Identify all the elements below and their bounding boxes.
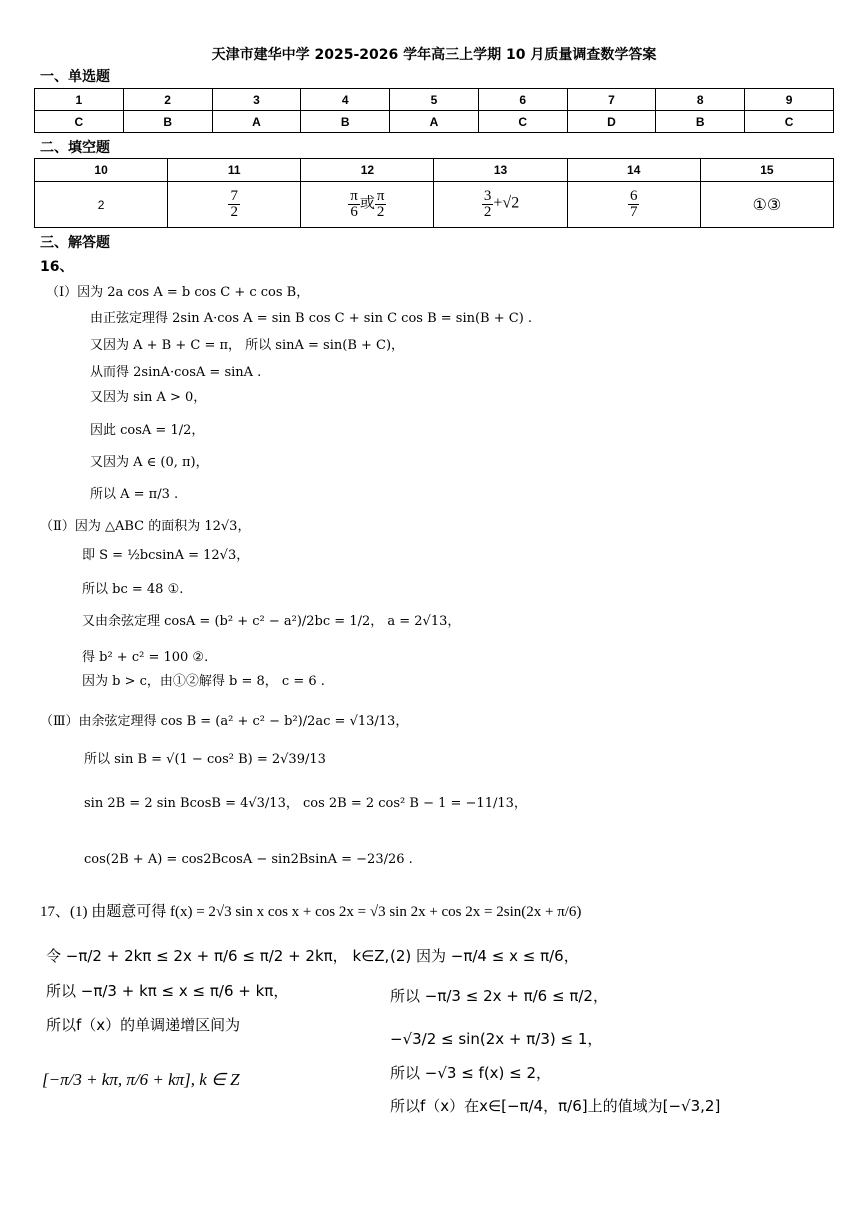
choice-header-6: 7 [567,89,656,111]
q16-p2-line: 因为 b > c，由①②解得 b = 8， c = 6 . [82,674,325,689]
fill-header-0: 10 [35,159,168,182]
q17-right-line: 所以 −π/3 ≤ 2x + π/6 ≤ π/2， [390,987,608,1005]
q16-p1-line: 又因为 A ∈ (0, π)， [90,455,209,470]
choice-header-2: 3 [212,89,301,111]
choice-answer-8: C [745,111,834,133]
choice-answer-5: C [478,111,567,133]
fill-header-2: 12 [301,159,434,182]
fill-header-1: 11 [168,159,301,182]
choice-header-7: 8 [656,89,745,111]
q16-p3-line: cos(2B + A) = cos2BcosA − sin2BsinA = −23/26 . [84,852,413,867]
page-title: 天津市建华中学 2025-2026 学年高三上学期 10 月质量调查数学答案 [211,47,657,63]
choice-header-3: 4 [301,89,390,111]
answer-13: $\frac{3}{2}$ +√2 [434,182,567,228]
fill-header-3: 13 [434,159,567,182]
q16-p2-line: （Ⅱ）因为 △ABC 的面积为 12√3， [40,519,251,534]
choice-header-0: 1 [35,89,124,111]
answer-15: ①③ [700,182,833,228]
section-heading-solutions: 三、解答题 [40,235,110,251]
q16-p1-line: 又因为 A + B + C = π， 所以 sinA = sin(B + C)， [90,338,405,353]
q17-right-line: 所以f（x）在x∈[−π/4，π/6]上的值域为[−√3,2] [390,1097,721,1115]
q16-p2-line: 得 b² + c² = 100 ②. [82,650,209,665]
choice-answer-6: D [567,111,656,133]
choice-header-5: 6 [478,89,567,111]
fill-answer-table [34,158,834,228]
q16-p3-line: sin 2B = 2 sin BcosB = 4√3/13， cos 2B = 2 cos² B − 1 = −11/13， [84,796,527,811]
choice-answer-table [34,88,834,133]
answer-10: 2 [35,182,168,228]
choice-answer-0: C [35,111,124,133]
choice-answer-4: A [390,111,479,133]
answer-11: $\frac{7}{2}$ [168,182,301,228]
q16-label: 16、 [40,259,74,275]
q17-heading: 17、(1) 由题意可得 f(x) = 2√3 sin x cos x + cos 2x = √3 sin 2x + cos 2x = 2sin(2x + π/6) [40,904,582,920]
section-heading-single-choice: 一、单选题 [40,69,110,85]
fill-header-4: 14 [567,159,700,182]
q16-p1-line: 从而得 2sinA·cosA = sinA . [90,365,262,380]
q17-right-line: 所以 −√3 ≤ f(x) ≤ 2， [390,1064,552,1082]
q16-p1-line: 由正弦定理得 2sin A·cos A = sin B cos C + sin C cos B = sin(B + C) . [90,311,533,326]
choice-answer-1: B [123,111,212,133]
choice-answer-2: A [212,111,301,133]
q17-left-line: 所以f（x）的单调递增区间为 [46,1016,241,1034]
choice-header-1: 2 [123,89,212,111]
q17-left-line: 令 −π/2 + 2kπ ≤ 2x + π/6 ≤ π/2 + 2kπ， k∈Z, [46,947,390,965]
q16-p3-line: 所以 sin B = √(1 − cos² B) = 2√39/13 [84,752,326,767]
section-heading-fill-in: 二、填空题 [40,140,110,156]
choice-header-8: 9 [745,89,834,111]
q16-p1-line: （Ⅰ）因为 2a cos A = b cos C + c cos B， [46,285,310,300]
q16-p2-line: 即 S = ½bcsinA = 12√3， [82,548,250,563]
q16-p3-line: （Ⅲ）由余弦定理得 cos B = (a² + c² − b²)/2ac = √13/13， [40,714,409,729]
q17-right-line: (2) 因为 −π/4 ≤ x ≤ π/6， [390,947,579,965]
fill-header-5: 15 [700,159,833,182]
choice-header-4: 5 [390,89,479,111]
q17-right-line: −√3/2 ≤ sin(2x + π/3) ≤ 1， [390,1030,603,1048]
q16-p1-line: 又因为 sin A > 0， [90,390,207,405]
q17-left-line: 所以 −π/3 + kπ ≤ x ≤ π/6 + kπ， [46,982,289,1000]
answer-14: $\frac{6}{7}$ [567,182,700,228]
answer-12: $\frac{\pi}{6}$ 或 $\frac{\pi}{2}$ [301,182,434,228]
q17-left-line: [−π/3 + kπ, π/6 + kπ], k ∈ Z [42,1070,240,1089]
choice-answer-3: B [301,111,390,133]
choice-answer-7: B [656,111,745,133]
q16-p1-line: 因此 cosA = 1/2， [90,423,205,438]
q16-p2-line: 所以 bc = 48 ①. [82,582,184,597]
q16-p2-line: 又由余弦定理 cosA = (b² + c² − a²)/2bc = 1/2， a = 2√13， [82,614,461,629]
q16-p1-line: 所以 A = π/3 . [90,487,179,502]
